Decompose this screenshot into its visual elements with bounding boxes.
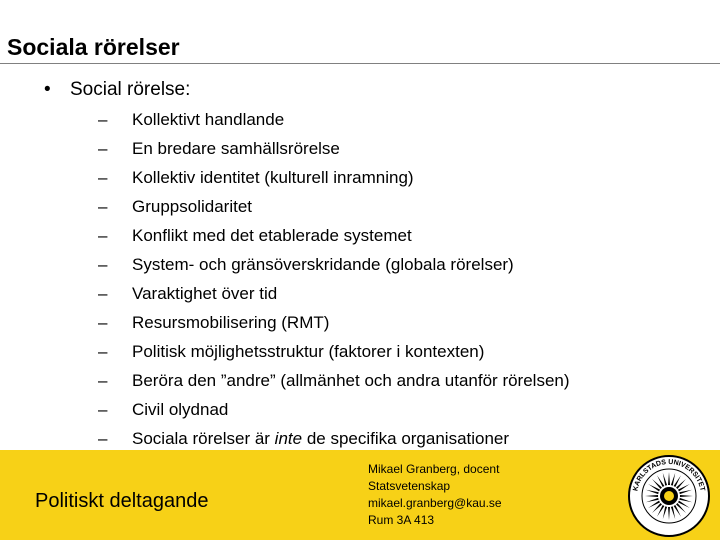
- dash-marker: –: [98, 342, 108, 361]
- footer-title: Politiskt deltagande: [35, 490, 209, 512]
- list-item-text: Konflikt med det etablerade systemet: [132, 226, 412, 245]
- contact-room: Rum 3A 413: [368, 513, 435, 527]
- main-bullet-text: Social rörelse:: [70, 79, 191, 100]
- list-item-text: Varaktighet över tid: [132, 284, 278, 303]
- dash-marker: –: [98, 284, 108, 303]
- sun-core-inner: [664, 491, 674, 501]
- list-item-text: Kollektiv identitet (kulturell inramning): [132, 168, 414, 187]
- emphasis-text: inte: [274, 429, 303, 448]
- dash-marker: –: [98, 400, 108, 419]
- list-item-text: Gruppsolidaritet: [132, 197, 253, 216]
- list-item-text: Resursmobilisering (RMT): [132, 313, 330, 332]
- dash-marker: –: [98, 168, 108, 187]
- contact-info: [368, 461, 502, 529]
- dash-marker: –: [98, 110, 108, 129]
- list-item-text-start: Sociala rörelser är: [132, 429, 275, 448]
- list-item-text: Kollektivt handlande: [132, 110, 285, 129]
- list-item-text: En bredare samhällsrörelse: [132, 139, 340, 158]
- list-item-text: Beröra den ”andre” (allmänhet och andra utanför rörelsen): [132, 371, 570, 390]
- logo-lettering: KARLSTADS UNIVERSITET: [632, 458, 706, 492]
- list-item-text: [132, 427, 509, 451]
- list-item-text: System- och gränsöverskridande (globala rörelser): [132, 255, 514, 274]
- contact-email: mikael.granberg@kau.se: [368, 496, 502, 510]
- dash-marker: –: [98, 313, 108, 332]
- dash-marker: –: [98, 371, 108, 390]
- list-item-text: Civil olydnad: [132, 400, 229, 419]
- list-item-text: Politisk möjlighetsstruktur (faktorer i kontexten): [132, 342, 485, 361]
- contact-department: Statsvetenskap: [368, 479, 451, 493]
- dash-marker: –: [98, 197, 108, 216]
- bullet-marker: •: [44, 79, 51, 100]
- university-logo: [627, 454, 711, 538]
- contact-name: Mikael Granberg, docent: [368, 462, 500, 476]
- title-divider: [0, 63, 720, 64]
- dash-marker: –: [98, 139, 108, 158]
- dash-marker: –: [98, 226, 108, 245]
- list-item-text-end: de specifika organisationer: [302, 429, 510, 448]
- dash-marker: –: [98, 255, 108, 274]
- slide-title: Sociala rörelser: [7, 34, 180, 60]
- dash-marker: –: [98, 429, 108, 448]
